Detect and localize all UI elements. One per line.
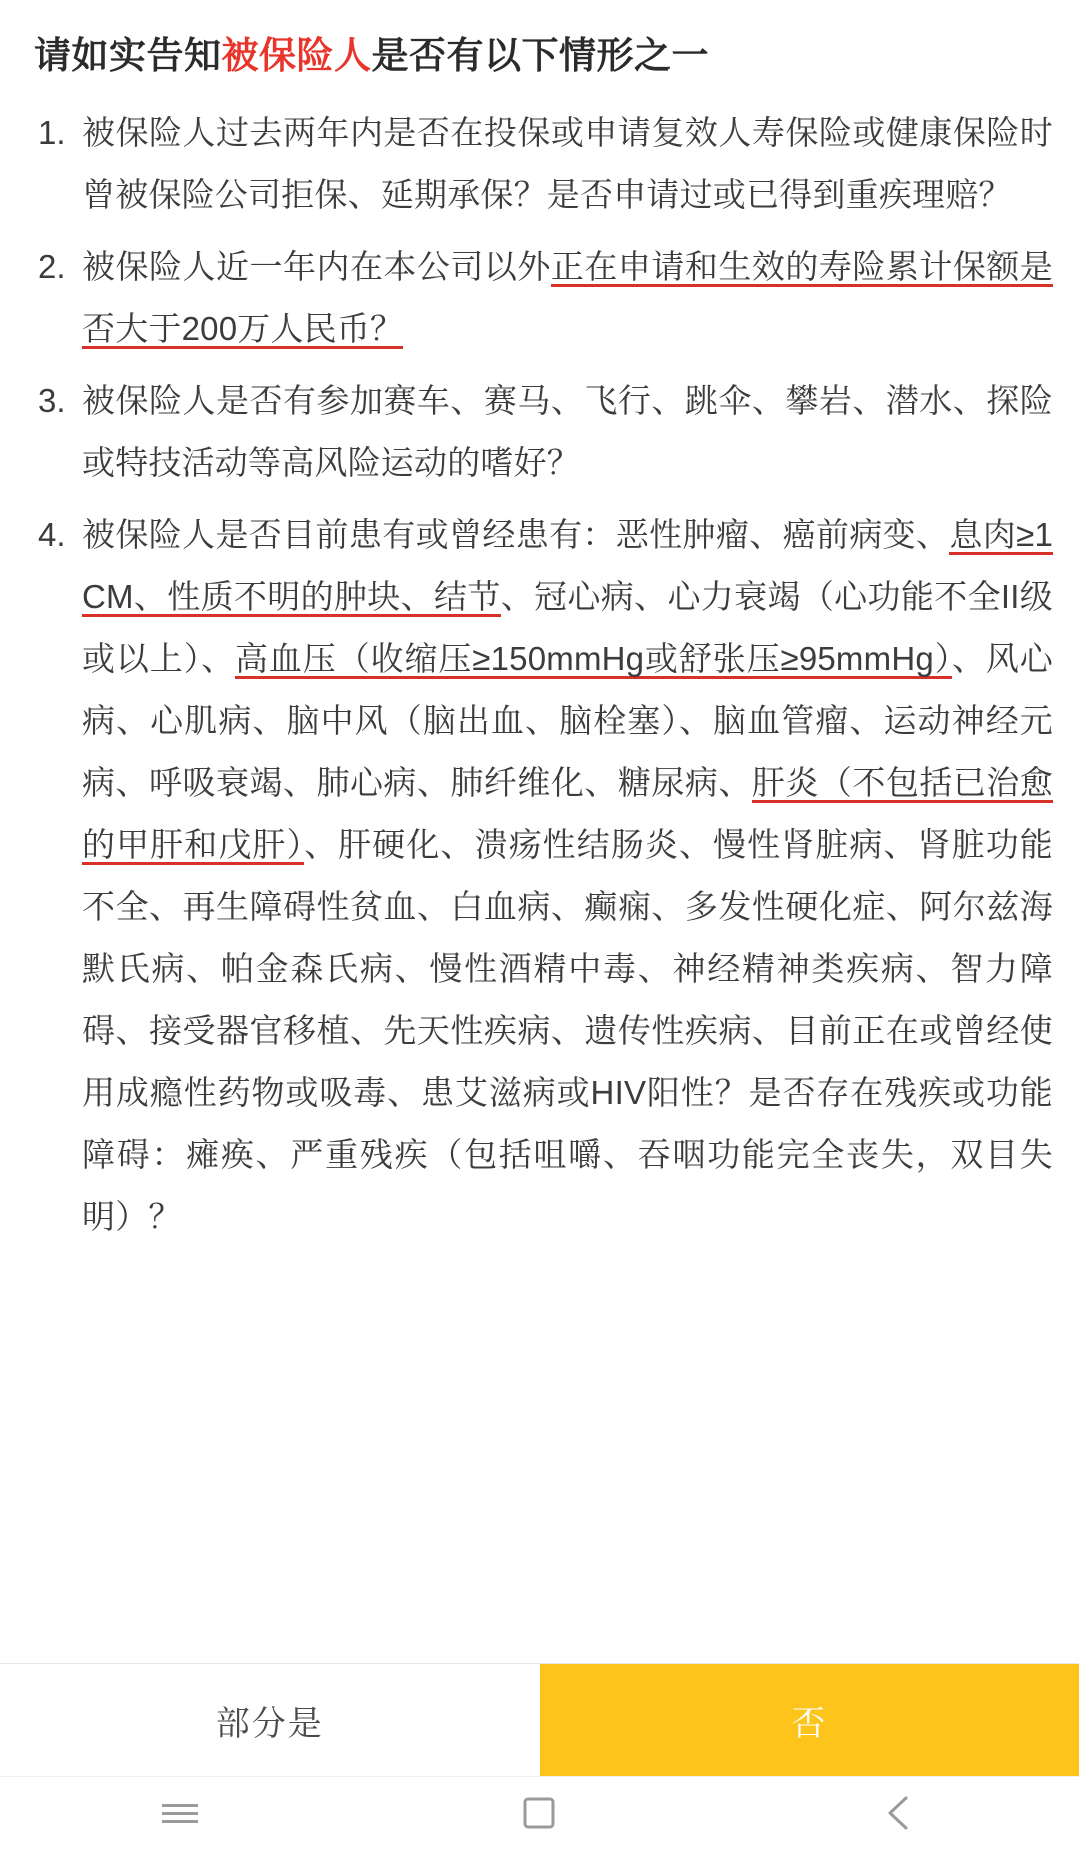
page-title <box>34 32 1053 80</box>
list-item <box>26 102 1053 226</box>
menu-icon[interactable] <box>153 1793 207 1833</box>
square-icon[interactable] <box>512 1793 566 1833</box>
question-list <box>26 102 1053 1248</box>
partial-yes-button[interactable]: 部分是 <box>0 1664 540 1776</box>
question-segment-underlined: 肝炎（不包括已治愈的甲肝和戊肝） <box>82 764 1053 864</box>
page-title-suffix: 是否有以下情形之一 <box>371 35 709 76</box>
question-text <box>82 370 1053 494</box>
question-segment: 被保险人是否目前患有或曾经患有：恶性肿瘤、癌前病变、 <box>82 516 950 554</box>
page-title-highlight: 被保险人 <box>221 35 372 76</box>
list-item <box>26 504 1053 1248</box>
question-segment: 、冠心病、心力衰竭（心功能不全II级或以上）、 <box>82 578 1054 678</box>
question-segment: 被保险人近一年内在本公司以外 <box>82 248 551 286</box>
question-segment: 、肝硬化、溃疡性结肠炎、慢性肾脏病、肾脏功能不全、再生障碍性贫血、白血病、癫痫、多发性硬化症、阿尔兹海默氏病、帕金森氏病、慢性酒精中毒、神经精神类疾病、智力障碍、接受器官移植、先天性疾病、遗传性疾病、目前正在或曾经使用成瘾性药物或吸毒、患艾滋病或HIV阳性？是否存在残疾或功能障碍：瘫痪、严重残疾（包括咀嚼、吞咽功能完全丧失，双目失明）？ <box>82 826 1053 1236</box>
question-number: 1. <box>38 114 66 152</box>
page-title-prefix: 请如实告知 <box>34 35 222 76</box>
back-icon[interactable] <box>872 1793 926 1833</box>
question-segment-underlined: 正在申请和生效的寿险累计保额是否大于200万人民币？ <box>82 248 1054 348</box>
list-item <box>26 236 1053 360</box>
question-segment: 被保险人过去两年内是否在投保或申请复效人寿保险或健康保险时曾被保险公司拒保、延期承保？是否申请过或已得到重疾理赔？ <box>82 114 1053 214</box>
question-text <box>82 102 1053 226</box>
question-number: 4. <box>38 516 66 554</box>
question-segment: 被保险人是否有参加赛车、赛马、飞行、跳伞、攀岩、潜水、探险或特技活动等高风险运动的嗜好？ <box>82 382 1053 482</box>
no-button[interactable]: 否 <box>540 1664 1079 1776</box>
question-segment-underlined: 高血压（收缩压≥150mmHg或舒张压≥95mmHg） <box>235 640 952 678</box>
system-navigation-bar <box>0 1776 1079 1849</box>
question-number: 3. <box>38 382 66 420</box>
list-item <box>26 370 1053 494</box>
question-segment-underlined: 息肉≥1CM、性质不明的肿块、结节 <box>82 516 1054 616</box>
question-number: 2. <box>38 248 66 286</box>
question-text <box>82 504 1053 1248</box>
question-text <box>82 236 1053 360</box>
answer-buttons <box>0 1663 1079 1776</box>
question-segment: 、风心病、心肌病、脑中风（脑出血、脑栓塞）、脑血管瘤、运动神经元病、呼吸衰竭、肺心病、肺纤维化、糖尿病、 <box>82 640 1053 802</box>
